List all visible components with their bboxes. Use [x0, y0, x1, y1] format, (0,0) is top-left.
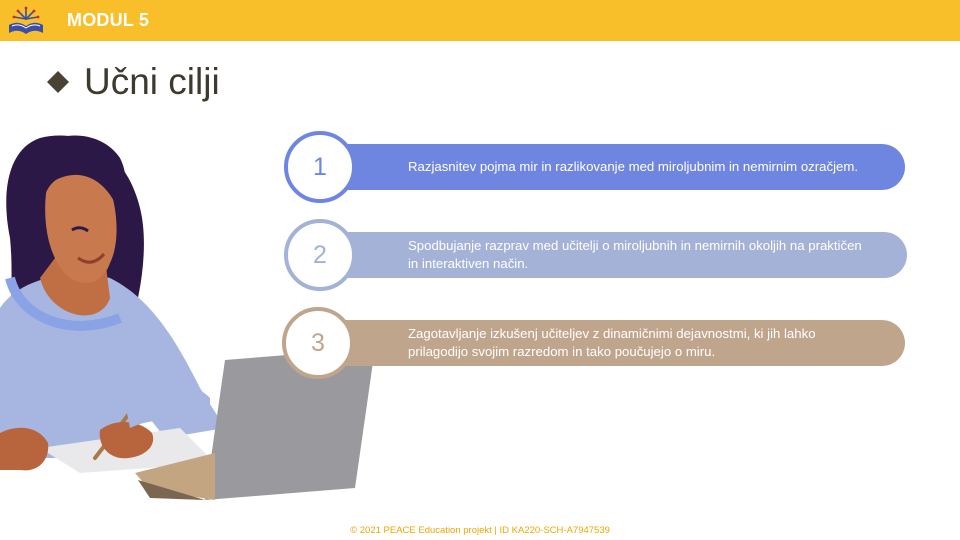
learning-goal-text: Zagotavljanje izkušenj učiteljev z dinamičnimi dejavnostmi, ki jih lahko prilagodijo svojim razredom in tako poučujejo o miru. [408, 326, 816, 359]
goal-number-badge [284, 219, 356, 291]
learning-goal-1 [320, 144, 905, 190]
learning-goal-text: Razjasnitev pojma mir in razlikovanje med miroljubnim in nemirnim ozračjem. [408, 159, 858, 174]
goal-number: 2 [313, 240, 327, 269]
goal-number-badge [282, 307, 354, 379]
open-book-sunburst-icon [6, 5, 46, 37]
goal-number-badge [284, 131, 356, 203]
header-bar [0, 0, 960, 41]
learning-goal-2 [320, 232, 907, 278]
page-title: Učni cilji [84, 61, 220, 102]
diamond-bullet-icon [46, 70, 70, 94]
goal-number: 1 [313, 152, 327, 181]
title-row [46, 60, 220, 104]
module-label: MODUL 5 [67, 10, 150, 30]
footer-copyright: © 2021 PEACE Education projekt | ID KA220-SCH-A7947539 [350, 525, 610, 536]
learning-goal-text: Spodbujanje razprav med učitelji o miroljubnih in nemirnih okoljih na praktičen in interaktiven način. [408, 238, 862, 271]
goal-number: 3 [311, 328, 325, 357]
learning-goal-3 [320, 320, 905, 366]
